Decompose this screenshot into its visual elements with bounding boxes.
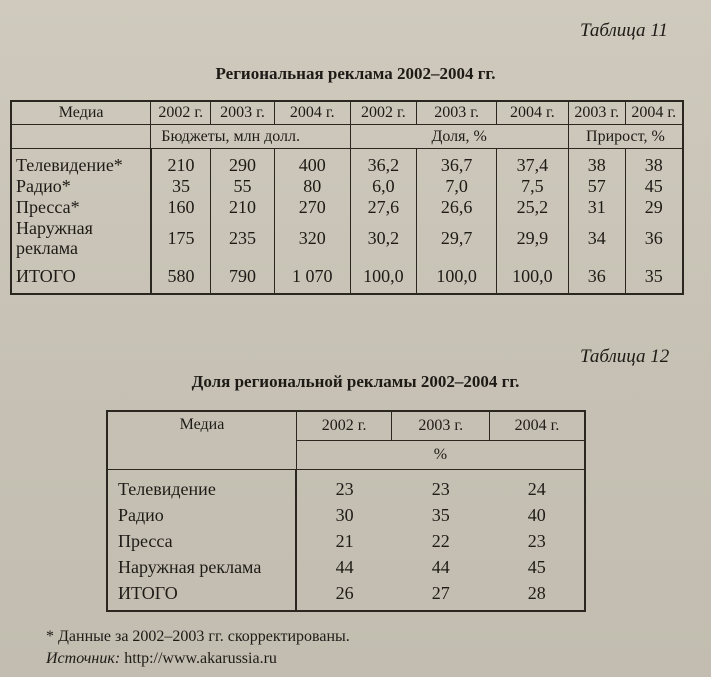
row-name: ИТОГО bbox=[16, 266, 76, 286]
footnote: * Данные за 2002–2003 гг. скорректированы. bbox=[46, 628, 350, 645]
cell: 235 bbox=[211, 218, 275, 258]
cell: 26,6 bbox=[417, 197, 497, 218]
cell: 400 bbox=[274, 149, 350, 177]
header-year: 2004 г. bbox=[274, 101, 350, 125]
cell: 36,2 bbox=[350, 149, 417, 177]
group-budget: Бюджеты, млн долл. bbox=[151, 125, 350, 149]
group-row bbox=[11, 125, 683, 149]
table-11-title: Региональная реклама 2002–2004 гг. bbox=[215, 64, 496, 83]
cell: 210 bbox=[211, 197, 275, 218]
cell: 100,0 bbox=[497, 258, 569, 294]
table-12-label: Таблица 12 bbox=[580, 346, 670, 367]
cell: 40 bbox=[527, 504, 546, 525]
cell: 7,5 bbox=[497, 176, 569, 197]
cell: 27 bbox=[431, 582, 450, 603]
row-name: Наружная реклама bbox=[16, 218, 93, 258]
cell: 35 bbox=[625, 258, 683, 294]
table-row bbox=[11, 218, 683, 258]
table-11-label: Таблица 11 bbox=[580, 20, 668, 41]
cell: 30,2 bbox=[350, 218, 417, 258]
header-year: 2004 г. bbox=[497, 101, 569, 125]
cell: 29,7 bbox=[417, 218, 497, 258]
row-name: Радио* bbox=[16, 176, 71, 196]
header-year: 2004 г. bbox=[489, 411, 585, 441]
cell: 24 bbox=[527, 478, 546, 499]
table-row-total bbox=[107, 580, 585, 611]
cell: 31 bbox=[568, 197, 625, 218]
empty-cell bbox=[11, 125, 151, 149]
header-media: Медиа bbox=[11, 101, 151, 125]
cell: 23 bbox=[527, 530, 546, 551]
cell: 38 bbox=[568, 149, 625, 177]
table-row bbox=[11, 197, 683, 218]
cell: 37,4 bbox=[497, 149, 569, 177]
cell: 29 bbox=[625, 197, 683, 218]
header-year: 2003 г. bbox=[417, 101, 497, 125]
cell: 38 bbox=[625, 149, 683, 177]
cell: 790 bbox=[211, 258, 275, 294]
cell: 44 bbox=[431, 556, 450, 577]
cell: 45 bbox=[625, 176, 683, 197]
row-name: Пресса bbox=[107, 528, 296, 554]
header-row bbox=[11, 101, 683, 125]
table-row bbox=[107, 554, 585, 580]
table-row bbox=[11, 176, 683, 197]
group-growth: Прирост, % bbox=[568, 125, 683, 149]
cell: 28 bbox=[527, 582, 546, 603]
cell: 21 bbox=[335, 530, 354, 551]
cell: 22 bbox=[431, 530, 450, 551]
cell: 36 bbox=[568, 258, 625, 294]
cell: 36 bbox=[625, 218, 683, 258]
cell: 320 bbox=[274, 218, 350, 258]
header-media: Медиа bbox=[107, 411, 296, 470]
cell: 23 bbox=[335, 478, 354, 499]
row-name: Наружная реклама bbox=[107, 554, 296, 580]
row-name: Радио bbox=[107, 502, 296, 528]
table-row-total bbox=[11, 258, 683, 294]
cell: 1 070 bbox=[274, 258, 350, 294]
cell: 36,7 bbox=[417, 149, 497, 177]
header-year: 2002 г. bbox=[296, 411, 392, 441]
cell: 580 bbox=[151, 258, 211, 294]
row-name: Телевидение* bbox=[16, 155, 123, 175]
cell: 210 bbox=[151, 149, 211, 177]
cell: 175 bbox=[151, 218, 211, 258]
header-year: 2002 г. bbox=[151, 101, 211, 125]
cell: 34 bbox=[568, 218, 625, 258]
header-year: 2003 г. bbox=[211, 101, 275, 125]
row-name: ИТОГО bbox=[107, 580, 296, 611]
cell: 290 bbox=[211, 149, 275, 177]
cell: 270 bbox=[274, 197, 350, 218]
table-row bbox=[107, 470, 585, 503]
group-share: Доля, % bbox=[350, 125, 568, 149]
header-year: 2002 г. bbox=[350, 101, 417, 125]
unit-percent: % bbox=[296, 441, 585, 470]
table-12-title: Доля региональной рекламы 2002–2004 гг. bbox=[191, 372, 520, 391]
cell: 6,0 bbox=[350, 176, 417, 197]
cell: 45 bbox=[527, 556, 546, 577]
regional-share-table bbox=[106, 410, 586, 612]
cell: 7,0 bbox=[417, 176, 497, 197]
row-name: Телевидение bbox=[107, 470, 296, 503]
cell: 25,2 bbox=[497, 197, 569, 218]
table-row bbox=[11, 149, 683, 177]
cell: 23 bbox=[431, 478, 450, 499]
cell: 29,9 bbox=[497, 218, 569, 258]
row-name: Пресса* bbox=[16, 197, 80, 217]
header-year: 2003 г. bbox=[392, 411, 490, 441]
cell: 35 bbox=[151, 176, 211, 197]
cell: 27,6 bbox=[350, 197, 417, 218]
cell: 30 bbox=[335, 504, 354, 525]
cell: 100,0 bbox=[350, 258, 417, 294]
table-row bbox=[107, 528, 585, 554]
cell: 160 bbox=[151, 197, 211, 218]
cell: 26 bbox=[335, 582, 354, 603]
cell: 55 bbox=[211, 176, 275, 197]
header-row bbox=[107, 411, 585, 441]
header-year: 2003 г. bbox=[568, 101, 625, 125]
cell: 35 bbox=[431, 504, 450, 525]
regional-ads-table bbox=[10, 100, 684, 295]
table-row bbox=[107, 502, 585, 528]
header-year: 2004 г. bbox=[625, 101, 683, 125]
cell: 100,0 bbox=[417, 258, 497, 294]
cell: 44 bbox=[335, 556, 354, 577]
source-label: Источник: bbox=[46, 650, 121, 667]
source-line bbox=[46, 650, 277, 668]
cell: 80 bbox=[274, 176, 350, 197]
cell: 57 bbox=[568, 176, 625, 197]
source-url: http://www.akarussia.ru bbox=[124, 650, 277, 667]
